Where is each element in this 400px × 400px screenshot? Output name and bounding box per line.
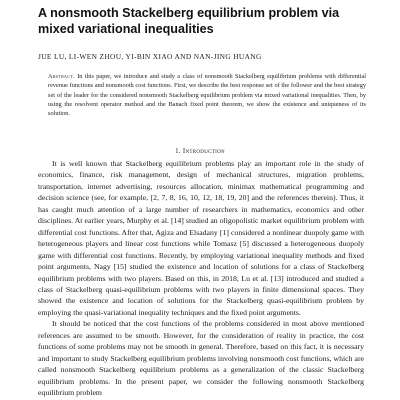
abstract: [48, 72, 366, 119]
section-heading: [0, 148, 400, 155]
abstract-label: Abstract.: [48, 73, 75, 80]
paper-title: A nonsmooth Stackelberg equilibrium problem via mixed variational inequalities: [38, 6, 340, 36]
paragraph-1: It is well known that Stackelberg equilibrium problems play an important role in the study of economics, finance, risk management, design of mechanical structures, migration problems, transportation, internet advertising, resources allocation, minimax mathematical programming and decision science (see, for example, [2, 7, 8, 16, 10, 12, 18, 19, 20] and the references therein). Thus, it has caught much attention of a large number of researchers in mathematics, economics and other disciplines. At earlier years, Murphy et al. [14] studied an oligopolistic market equilibrium problem with differential cost functions. After that, Agiza and Elsadany [1] considered a nonlinear duopoly game with heterogeneous players and linear cost functions while Tomasz [5] discussed a heterogeneous duopoly game with differential cost functions. Recently, by employing variational inequality methods and fixed point arguments, Nagy [15] studied the existence and location of solutions for a class of Stackelberg equilibrium problems with two players. Based on this, in 2018, Lu et al. [13] introduced and studied a class of Stackelberg quasi-equilibrium problems with two players in finite dimensional spaces. They showed the existence and location of solutions for the Stackelberg quasi-equilibrium problem by employing the quasi-variational inequality techniques and the fixed point arguments.: [38, 159, 364, 317]
section-title: Introduction: [182, 148, 225, 155]
paragraph-2: It should be noticed that the cost functions of the problems considered in most above mentioned references are assumed to be smooth. However, for the consideration of reality in practice, the cost functions of some problems may not be smooth in general. Therefore, based on this fact, it is necessary and important to study Stackelberg equilibrium problems involving nonsmooth cost functions, which are called nonsmooth Stackelberg equilibrium problems as a generalization of the classic Stackelberg equilibrium problems. In the present paper, we consider the following nonsmooth Stackelberg equilibrium problem: [38, 319, 364, 398]
paper-authors: JUE LU, LI-WEN ZHOU, YI-BIN XIAO AND NAN-JING HUANG: [38, 52, 262, 61]
abstract-text: In this paper, we introduce and study a class of nonsmooth Stackelberg equilibrium problems with differential revenue functions and nonsmooth cost functions. First, we describe the best response set of the follower and the best strategy set of the leader for the considered nonsmooth Stackelberg equilibrium problem via mixed variational inequalities. Then, by using the resolvent operator method and the Banach fixed point theorem, we show the existence and uniqueness of its solution.: [48, 73, 366, 118]
body-text: [38, 158, 364, 399]
section-number: 1.: [175, 148, 181, 155]
